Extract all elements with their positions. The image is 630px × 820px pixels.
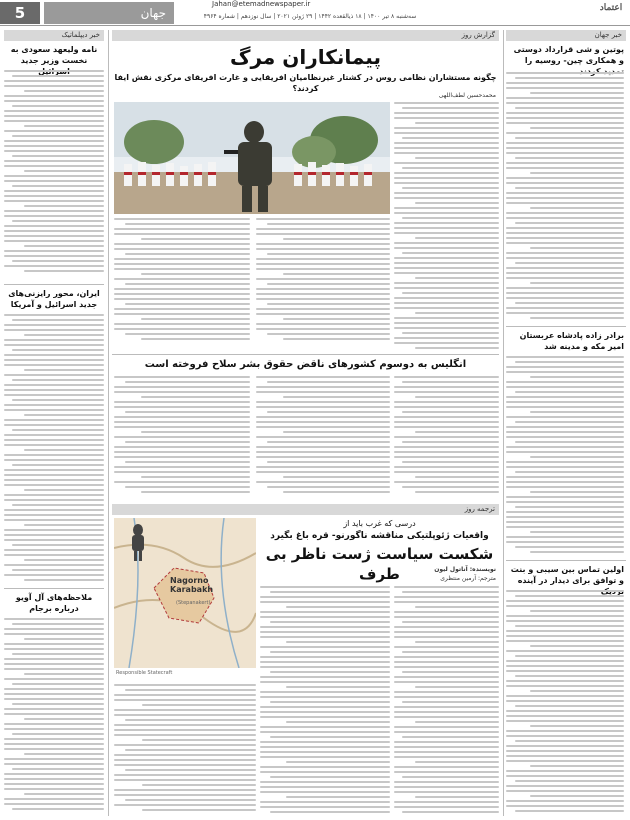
left-story1-title: نامه ولیعهد سعودی به نخست وزیر جدید: [10, 45, 98, 65]
bottom-body-col-mid: [260, 586, 390, 816]
right-column-rule: [503, 30, 504, 816]
left-divider-2: [4, 588, 104, 589]
left-story3-body: [4, 618, 104, 816]
main-byline: محمدحسین لطف‌اللهی: [438, 92, 496, 99]
masthead-bar: [0, 0, 630, 26]
newspaper-logo: اعتماد: [599, 3, 623, 13]
label-translation: ترجمه روز: [112, 504, 499, 515]
left-story2-body: [4, 314, 104, 584]
middle-body-col-mid: [256, 376, 390, 500]
section-email: Jahan@etemadnewspaper.ir: [212, 0, 311, 8]
right-divider-2: [506, 560, 626, 561]
right-story3-title: اولین تماس بین سیبی و بنت و توافق برای دیدار در آینده: [510, 565, 624, 585]
section-tab: جهان: [44, 2, 174, 24]
right-story2-title: برادر زاده پادشاه عربستان امیر مکه و مدینه شد: [519, 331, 624, 351]
left-column-rule: [108, 30, 109, 816]
left-story1-body: [4, 70, 104, 280]
right-story3-body: [506, 590, 624, 816]
middle-headline: انگلیس به دوسوم کشورهای ناقض حقوق بشر سلاح فروخته است: [144, 359, 467, 370]
right-story1-title: پوتین و شی قرارداد دوستی و همکاری چین- روسیه را: [513, 45, 624, 65]
left-story3-title: ملاحظه‌های آل آویو درباره برجام: [15, 593, 93, 613]
main-body-col-left: [114, 218, 250, 350]
dateline: سه‌شنبه ۸ تیر ۱۴۰۰ | ۱۸ ذیالقعده ۱۴۴۲ | ۲۹ ژوئن ۲۰۲۱ | سال نوزدهم | شماره ۴۹۶۴: [203, 13, 417, 20]
bottom-byline: نویسنده: آناتول لیون: [434, 566, 496, 573]
main-headline: پیمانکاران مرگ: [230, 45, 381, 69]
label-world-news: خبر جهان: [506, 30, 626, 41]
right-divider-1: [506, 326, 626, 327]
main-body-col-mid: [256, 218, 390, 350]
map-label-main: Nagorno Karabakh: [170, 576, 214, 594]
map-label-sub: (Stepanakert): [176, 600, 211, 606]
soldier-parade-photo: [114, 102, 390, 214]
left-story2-title: ایران، محور رایزنی‌های جدید اسرائیل و آمریکا: [8, 289, 100, 309]
left-divider-1: [4, 284, 104, 285]
main-photo: [114, 102, 390, 214]
main-subheadline: چگونه مستشاران نظامی روس در کشتار غیرنظامیان افریقایی و غارت افریقای مرکزی نقش ایفا کردند؟: [114, 73, 497, 93]
bottom-translator: مترجم: آرمین منتظری: [440, 575, 496, 582]
middle-story-top-rule: [112, 354, 499, 355]
main-body-col-right: [394, 102, 499, 350]
bottom-body-col-left: [114, 684, 256, 816]
right-story1-body: [506, 72, 624, 322]
map-credit: Responsible Statecraft: [116, 670, 173, 676]
right-story2-body: [506, 356, 624, 556]
label-diplomatic-news: خبر دیپلماتیک: [4, 30, 104, 41]
label-report: گزارش روز: [112, 30, 499, 41]
bottom-kicker: درسی که غرب باید از: [343, 519, 416, 528]
page-number: 5: [0, 2, 40, 24]
bottom-headline: شکست سیاست ژست ناظر بی طرف: [265, 545, 494, 583]
bottom-body-col-right: [394, 586, 499, 816]
middle-body-col-right: [394, 376, 499, 500]
bottom-subheadline: واقعیات ژئوپلتیکی مناقشه ناگورنو- قره باغ بگیرد: [270, 531, 489, 541]
middle-body-col-left: [114, 376, 250, 500]
